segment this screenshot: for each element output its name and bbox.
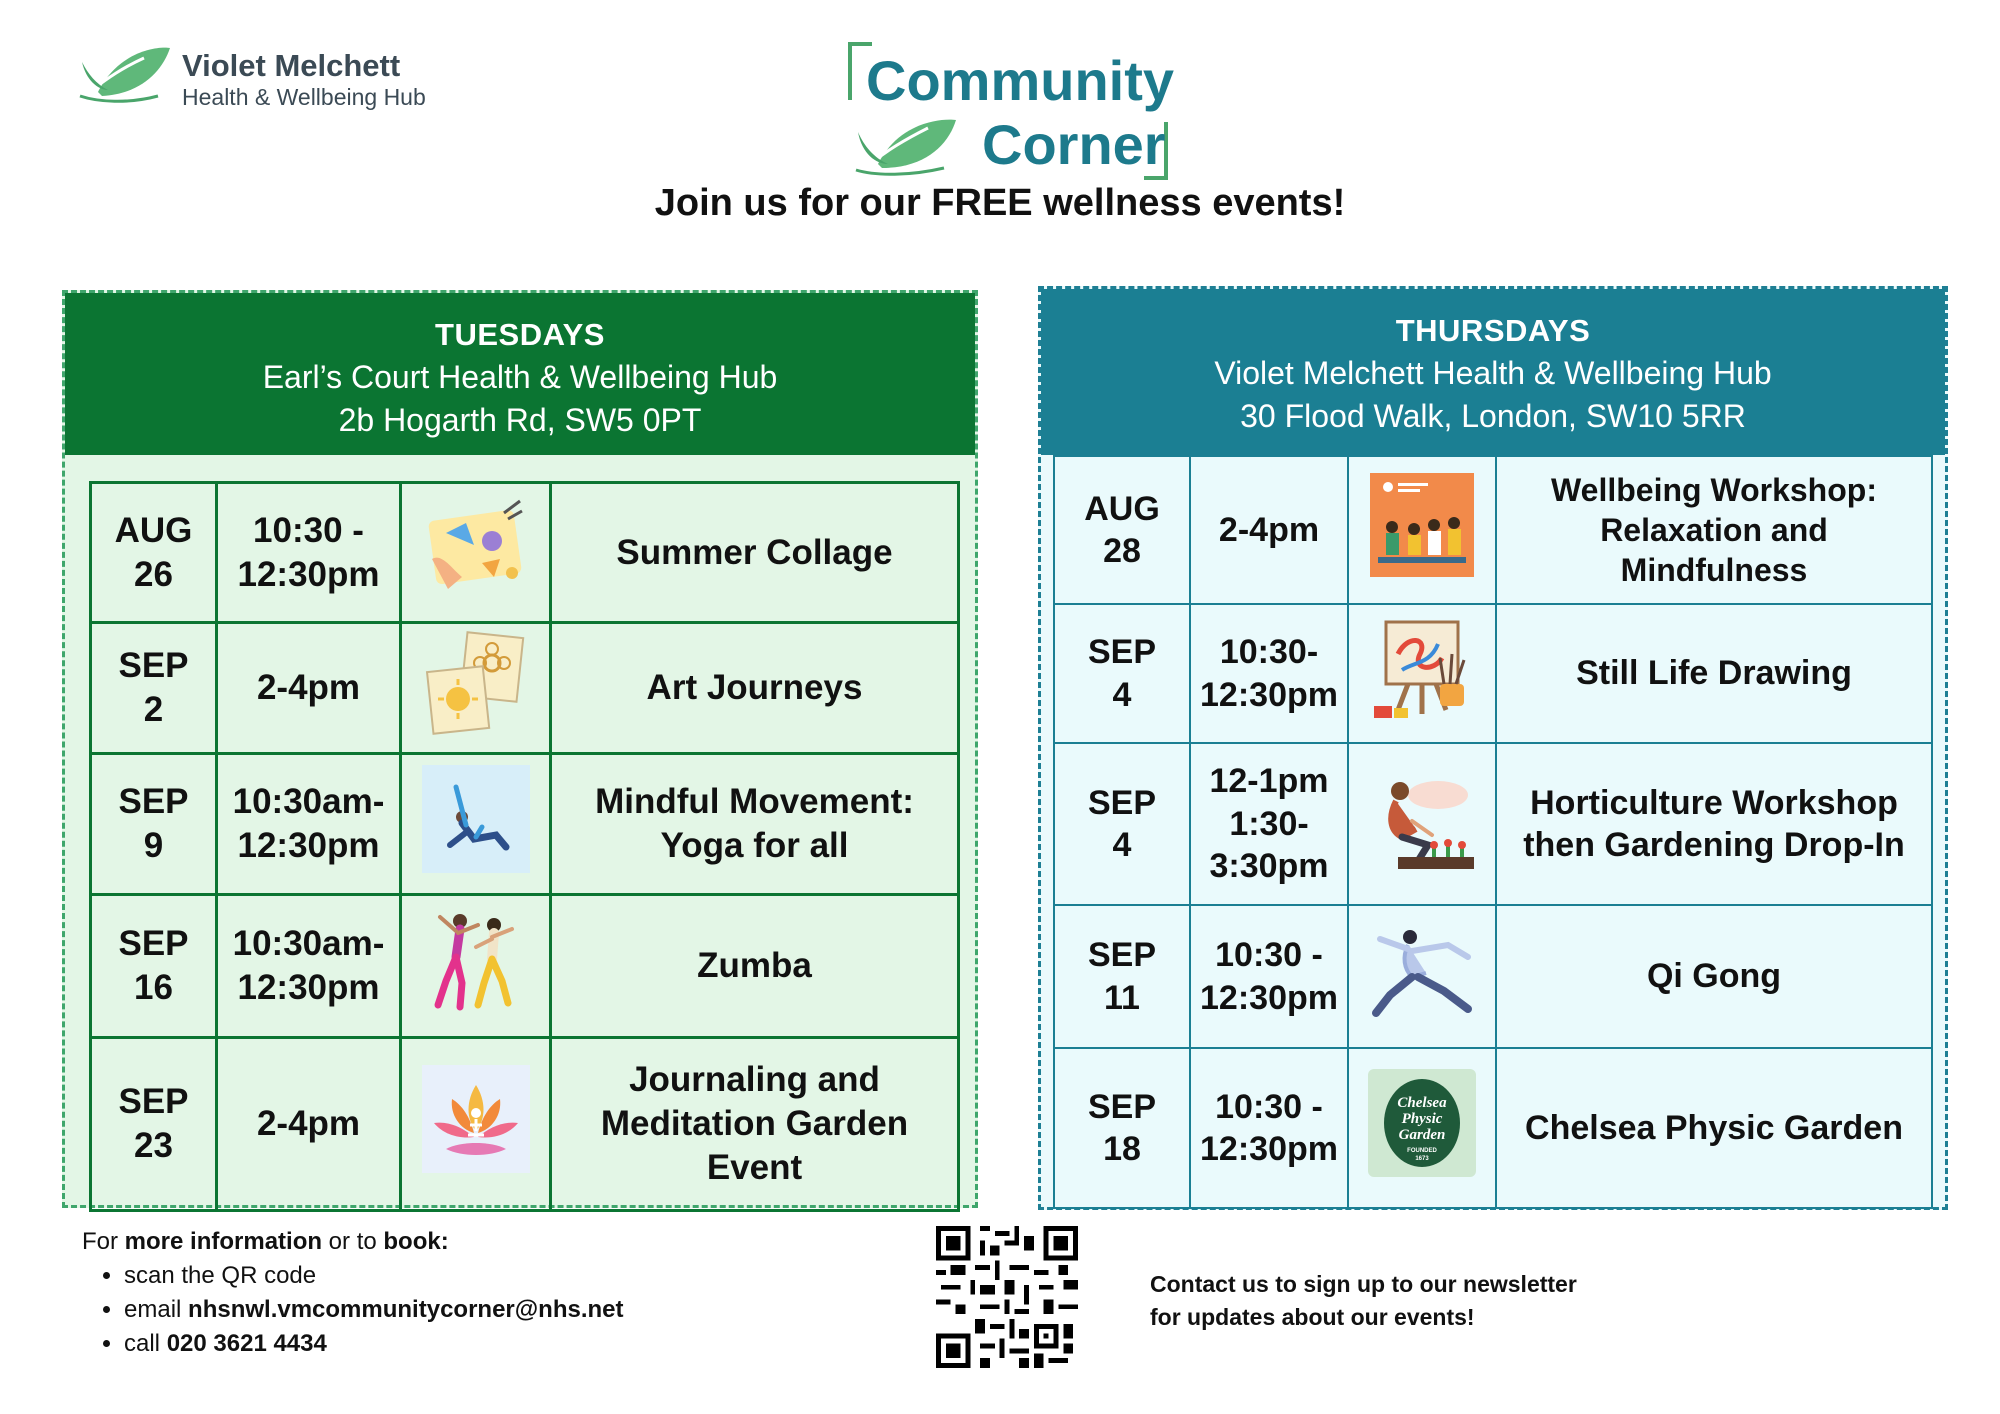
table-row [91,754,959,895]
event-image-cell [401,754,551,895]
event-time: 2-4pm [217,1038,401,1211]
lead-bold-info: more information [124,1228,323,1255]
tuesdays-address: 2b Hogarth Rd, SW5 0PT [338,402,702,438]
event-date: AUG 28 [1054,456,1190,604]
email-prefix: email [124,1296,189,1323]
org-subtitle: Health & Wellbeing Hub [182,84,426,110]
table-row [91,1038,959,1211]
physic-garden-logo [1368,1069,1476,1177]
event-date: SEP 4 [1054,743,1190,905]
event-image-cell [401,895,551,1038]
workshop-icon [1368,471,1476,579]
thursdays-panel [1038,286,1948,1210]
phone-number[interactable]: 020 3621 4434 [166,1330,327,1357]
event-title: Wellbeing Workshop: Relaxation and Mindfulness [1496,456,1932,604]
meditation-icon [422,1065,530,1173]
title-leaf-icon [852,116,962,178]
event-title: Chelsea Physic Garden [1496,1048,1932,1208]
event-time: 10:30 - 12:30pm [1190,1048,1348,1208]
event-time: 10:30am- 12:30pm [217,895,401,1038]
lead-text-mid: or to [322,1228,384,1255]
contact-info [82,1228,624,1364]
event-date: SEP 4 [1054,604,1190,743]
org-logo [78,44,458,110]
event-date: SEP 11 [1054,905,1190,1048]
event-title: Still Life Drawing [1496,604,1932,743]
svg-text:Garden: Garden [1398,1126,1446,1143]
qigong-icon [1368,917,1476,1025]
title-community: Community [866,49,1174,112]
easel-icon [1368,614,1476,722]
table-row [1054,604,1932,743]
event-date: SEP 16 [91,895,217,1038]
yoga-icon [422,765,530,873]
event-time: 10:30 - 12:30pm [1190,905,1348,1048]
svg-text:Physic: Physic [1401,1110,1443,1127]
event-image-cell [401,1038,551,1211]
collage-icon [422,493,530,601]
svg-text:FOUNDED: FOUNDED [1407,1147,1437,1154]
event-image-cell [1348,456,1496,604]
event-image-cell [1348,604,1496,743]
scan-qr-text: scan the QR code [124,1262,317,1289]
event-title: Zumba [551,895,959,1038]
thursdays-schedule [1053,455,1933,1209]
event-image-cell [1348,743,1496,905]
lead-bold-book: book: [383,1228,449,1255]
title-corner: Corner [982,113,1166,176]
table-row [1054,905,1932,1048]
contact-lead [82,1228,624,1256]
art-journey-icon [422,629,530,737]
call-prefix: call [124,1330,167,1357]
thursdays-day: THURSDAYS [1395,313,1591,348]
list-item [124,1262,624,1290]
event-time: 10:30 - 12:30pm [217,483,401,623]
event-time: 12-1pm 1:30- 3:30pm [1190,743,1348,905]
event-time: 2-4pm [1190,456,1348,604]
event-time: 10:30am- 12:30pm [217,754,401,895]
thursdays-venue: Violet Melchett Health & Wellbeing Hub [1214,355,1772,391]
lead-text: For [82,1228,125,1255]
table-row [91,483,959,623]
list-item [124,1330,624,1358]
tuesdays-panel [62,290,978,1208]
table-row [91,623,959,754]
event-image-cell [401,483,551,623]
svg-text:Chelsea: Chelsea [1397,1094,1447,1111]
event-image-cell [1348,905,1496,1048]
event-title: Summer Collage [551,483,959,623]
event-title: Art Journeys [551,623,959,754]
contact-list [82,1262,624,1358]
tuesdays-header [65,293,975,455]
event-time: 10:30- 12:30pm [1190,604,1348,743]
event-date: AUG 26 [91,483,217,623]
table-row [1054,1048,1932,1208]
svg-text:1673: 1673 [1415,1155,1429,1162]
event-time: 2-4pm [217,623,401,754]
leaf-logo-icon [78,44,174,106]
event-image-cell [401,623,551,754]
qr-code[interactable] [936,1226,1078,1368]
thursdays-address: 30 Flood Walk, London, SW10 5RR [1240,398,1746,434]
thursdays-header [1041,289,1945,455]
org-name: Violet Melchett [182,48,401,83]
event-date: SEP 23 [91,1038,217,1211]
table-row [1054,456,1932,604]
event-date: SEP 18 [1054,1048,1190,1208]
list-item [124,1296,624,1324]
gardening-icon [1368,765,1476,873]
event-title: Mindful Movement: Yoga for all [551,754,959,895]
event-title: Horticulture Workshop then Gardening Drop-In [1496,743,1932,905]
table-row [1054,743,1932,905]
tuesdays-venue: Earl’s Court Health & Wellbeing Hub [262,359,778,395]
zumba-icon [422,907,530,1015]
email-link[interactable]: nhsnwl.vmcommunitycorner@nhs.net [188,1296,624,1323]
newsletter-note: Contact us to sign up to our newsletter for updates about our events! [1150,1271,1577,1331]
tuesdays-schedule [89,481,960,1212]
tagline: Join us for our FREE wellness events! [654,182,1346,224]
event-title: Qi Gong [1496,905,1932,1048]
event-date: SEP 2 [91,623,217,754]
tuesdays-day: TUESDAYS [435,317,605,352]
event-image-cell [1348,1048,1496,1208]
table-row [91,895,959,1038]
event-date: SEP 9 [91,754,217,895]
event-title: Journaling and Meditation Garden Event [551,1038,959,1211]
